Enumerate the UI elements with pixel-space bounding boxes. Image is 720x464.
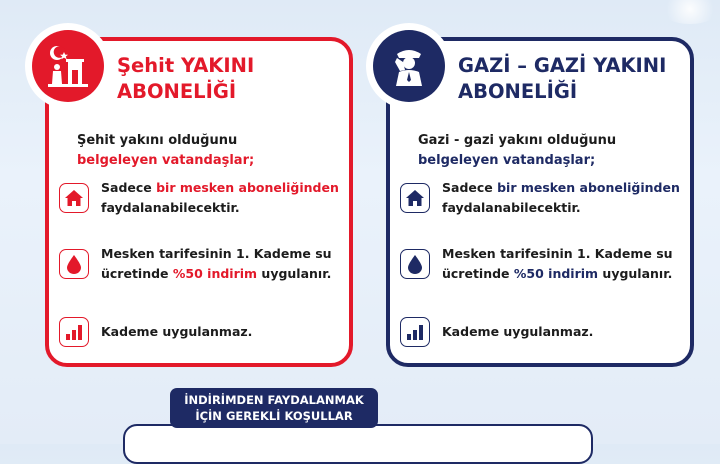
intro-text: Gazi - gazi yakını olduğunu belgeleyen vatandaşlar;: [418, 133, 617, 168]
intro-text: Şehit yakını olduğunu belgeleyen vatandaşlar;: [77, 133, 255, 168]
requirements-box: [123, 424, 593, 464]
benefit-item-no-tier: [400, 317, 690, 347]
card-title: GAZİ – GAZİ YAKINI ABONELİĞİ: [458, 54, 667, 103]
saluting-soldier-icon: [383, 40, 435, 92]
benefit-text: Mesken tarifesinin 1. Kademe su ücretinde %50 indirim uygulanır.: [101, 246, 332, 281]
veteran-relative-card: [386, 37, 694, 367]
benefit-item-discount: [400, 244, 690, 284]
benefit-item-no-tier: [59, 317, 349, 347]
requirements-heading: İNDİRİMDEN FAYDALANMAK İÇİN GEREKLİ KOŞULLAR: [170, 388, 378, 428]
bar-chart-icon: [400, 317, 430, 347]
martyr-relative-card: [45, 37, 353, 367]
martyr-monument-icon: [42, 40, 94, 92]
benefit-item-single-subscription: [400, 178, 690, 218]
benefit-text: Kademe uygulanmaz.: [442, 324, 594, 339]
water-drop-icon: [400, 249, 430, 279]
water-drop-icon: [59, 249, 89, 279]
house-icon: [59, 183, 89, 213]
benefit-text: Mesken tarifesinin 1. Kademe su ücretinde %50 indirim uygulanır.: [442, 246, 673, 281]
benefit-text: Kademe uygulanmaz.: [101, 324, 253, 339]
veteran-badge: [366, 23, 452, 109]
benefit-text: Sadece bir mesken aboneliğinden faydalanabilecektir.: [101, 180, 339, 215]
benefit-item-discount: [59, 244, 349, 284]
bar-chart-icon: [59, 317, 89, 347]
benefit-text: Sadece bir mesken aboneliğinden faydalanabilecektir.: [442, 180, 680, 215]
background-sparkle: [660, 0, 720, 24]
benefit-item-single-subscription: [59, 178, 349, 218]
card-title: Şehit YAKINI ABONELİĞİ: [117, 54, 255, 103]
martyr-badge: [25, 23, 111, 109]
house-icon: [400, 183, 430, 213]
